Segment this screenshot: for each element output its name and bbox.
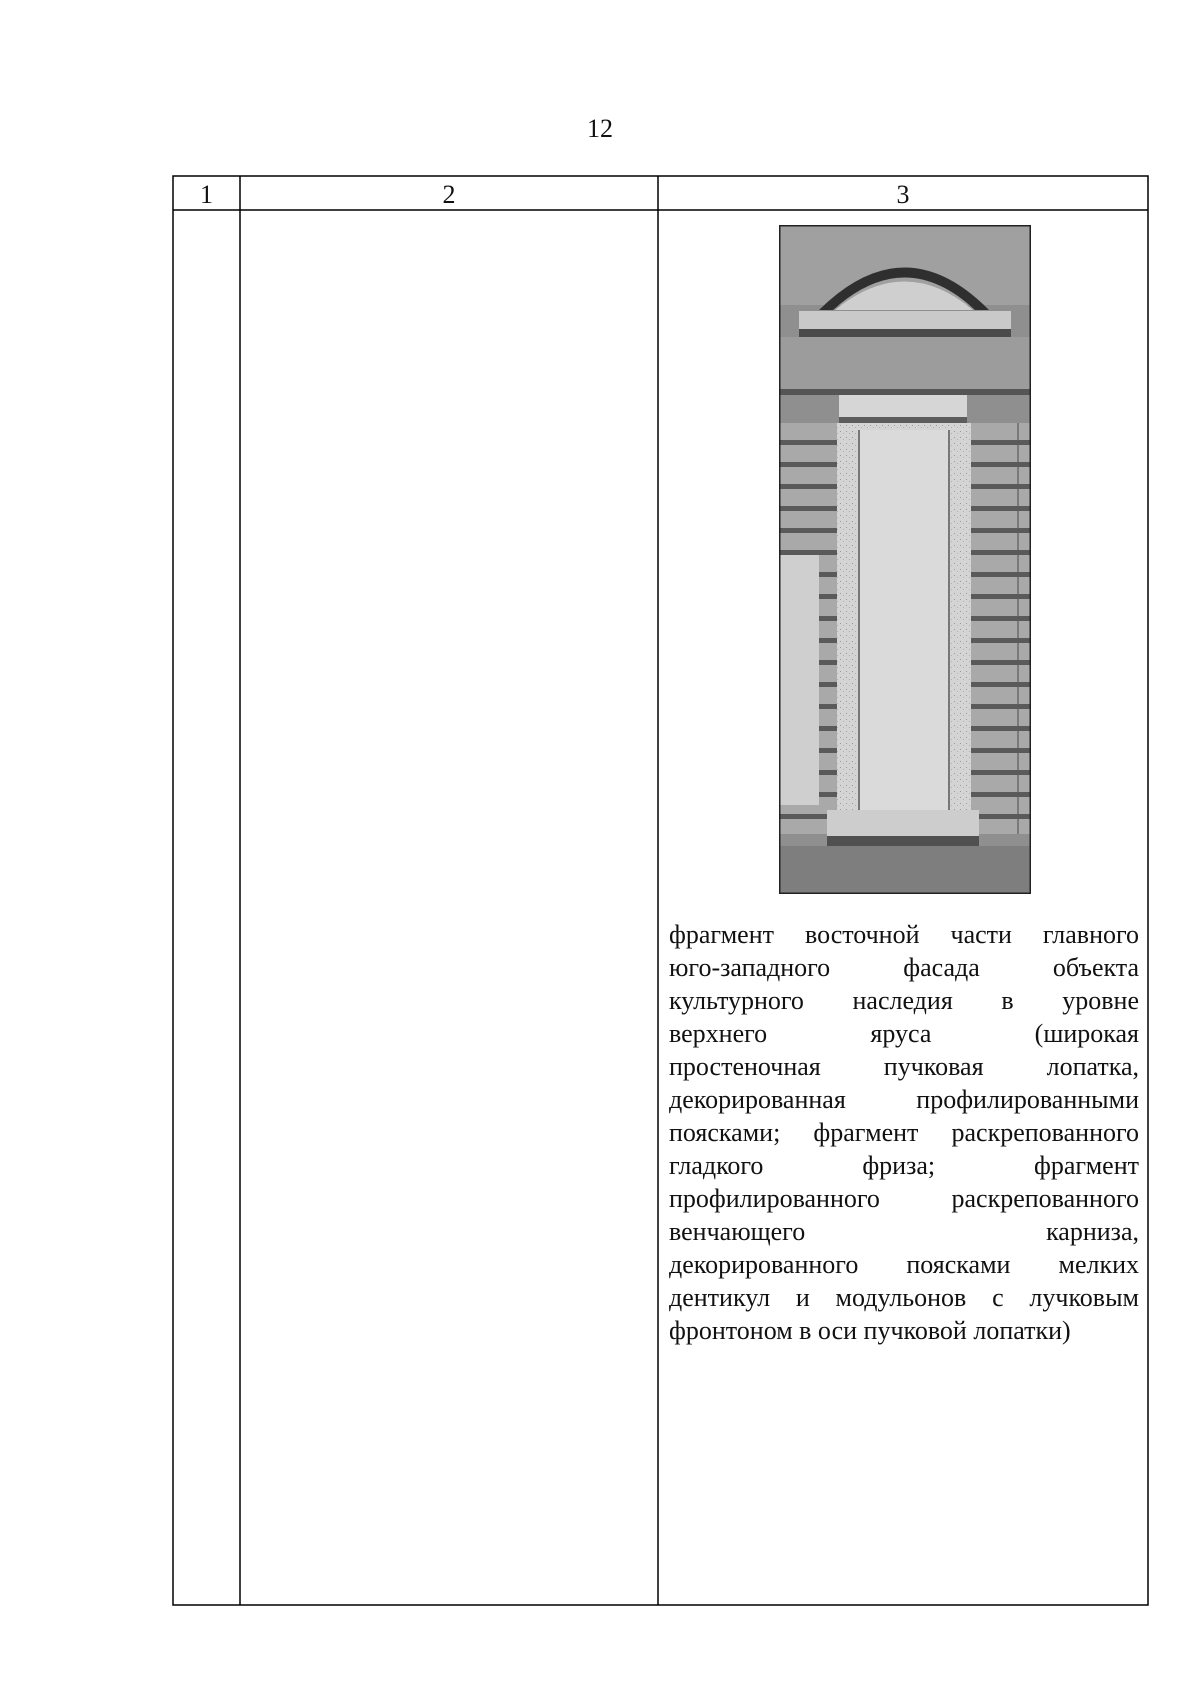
capital-shadow — [839, 417, 967, 423]
caption-line: фрагмент восточной части главного — [669, 920, 1139, 949]
base-shadow — [827, 836, 979, 846]
caption-line: юго-западного фасада объекта — [669, 953, 1139, 982]
caption-line: декорированного поясками мелких — [669, 1250, 1139, 1279]
plinth — [779, 846, 1031, 894]
right-wall — [971, 423, 1031, 834]
caption-line: профилированного раскрепованного — [669, 1184, 1139, 1213]
caption-line: гладкого фриза; фрагмент — [669, 1151, 1139, 1180]
frieze-band — [779, 337, 1031, 393]
facade-fragment-photo — [779, 225, 1031, 894]
cornice-band — [799, 311, 1011, 329]
cornice-shadow — [799, 329, 1011, 337]
caption-line: дентикул и модульонов с лучковым — [669, 1283, 1139, 1312]
pilaster-inner — [859, 430, 949, 810]
column-header-1: 1 — [200, 180, 213, 209]
caption-line: фронтоном в оси пучковой лопатки) — [669, 1316, 1071, 1345]
caption-line: простеночная пучковая лопатка, — [669, 1052, 1139, 1081]
caption-line: венчающего карниза, — [669, 1217, 1139, 1246]
base-band — [827, 810, 979, 836]
column-header-2: 2 — [442, 180, 456, 209]
caption-line: культурного наследия в уровне — [669, 986, 1139, 1015]
column-header-3: 3 — [896, 180, 910, 209]
left-panel — [779, 555, 819, 805]
caption-line: декорированная профилированными — [669, 1085, 1139, 1114]
capital-block — [839, 395, 967, 417]
caption-line: поясками; фрагмент раскрепованного — [669, 1118, 1139, 1147]
frieze-shadow — [779, 389, 1031, 395]
photo-caption — [669, 918, 1139, 1347]
caption-line: верхнего яруса (широкая — [669, 1019, 1139, 1048]
page-number: 12 — [587, 114, 613, 143]
